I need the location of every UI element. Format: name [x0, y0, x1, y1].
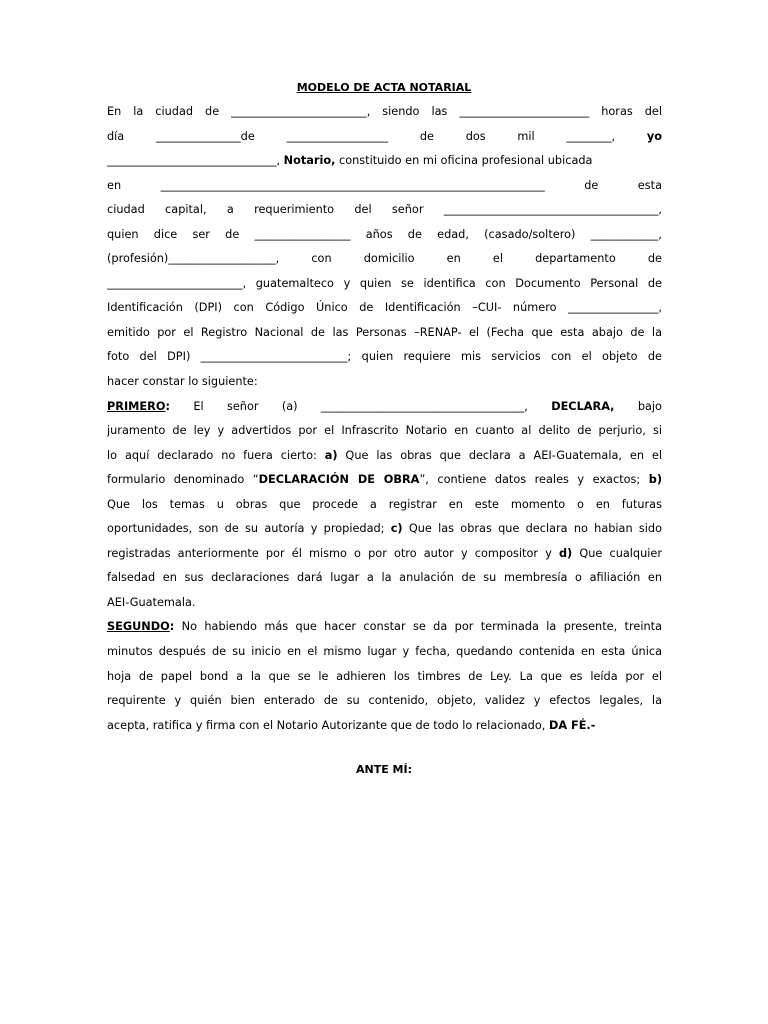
heading-segundo: SEGUNDO: [107, 620, 170, 634]
body-line-4: en ____________________________________________________________________ de esta: [107, 178, 662, 192]
bold-da-fe: DA FÉ.-: [548, 718, 596, 732]
bold-declara: DECLARA,: [551, 399, 615, 413]
body-line-20: falsedad en sus declaraciones dará lugar a la anulación de su membresía o afiliación en: [107, 571, 662, 585]
bold-yo: yo: [646, 129, 662, 143]
body-line-9: Identificación (DPI) con Código Único de Identificación –CUI- número ________________,: [107, 301, 662, 315]
item-c: c): [390, 522, 403, 536]
bold-declaracion-obra: DECLARACIÓN DE OBRA: [258, 473, 420, 487]
body-line-1: En la ciudad de ________________________, siendo las _______________________ horas del: [107, 105, 662, 118]
body-line-25: requirente y quién bien enterado de su contenido, objeto, validez y efectos legales, la: [107, 694, 662, 708]
body-line-12: hacer constar lo siguiente:: [107, 375, 258, 389]
item-a: a): [324, 448, 338, 462]
body-line-5: ciudad capital, a requerimiento del señor ______________________________________,: [107, 203, 662, 217]
document-title: MODELO DE ACTA NOTARIAL: [296, 81, 472, 94]
body-line-16: formulario denominado “DECLARACIÓN DE OBRA”, contiene datos reales y exactos; b): [107, 473, 662, 487]
closing-ante-mi: ANTE MÍ:: [355, 763, 412, 776]
body-line-22: SEGUNDO: No habiendo más que hacer constar se da por terminada la presente, treinta: [107, 620, 662, 634]
body-line-10: emitido por el Registro Nacional de las Personas –RENAP- el (Fecha que esta abajo de la: [107, 325, 662, 339]
body-line-21: AEI-Guatemala.: [107, 595, 196, 609]
heading-primero: PRIMERO: [107, 399, 166, 413]
body-line-26: acepta, ratifica y firma con el Notario Autorizante que de todo lo relacionado, DA FÉ.-: [107, 718, 596, 732]
body-line-18: oportunidades, son de su autoría y propiedad; c) Que las obras que declara no habian sido: [107, 522, 662, 536]
document-body: [107, 100, 662, 738]
body-line-3: ______________________________, Notario, constituido en mi oficina profesional ubicada: [107, 154, 593, 168]
body-line-11: foto del DPI) __________________________; quien requiere mis servicios con el objeto de: [107, 350, 662, 364]
body-line-14: juramento de ley y advertidos por el Infrascrito Notario en cuanto al delito de perjurio, si: [107, 424, 662, 438]
body-line-19: registradas anteriormente por él mismo o por otro autor y compositor y d) Que cualquier: [107, 546, 662, 560]
body-line-13: PRIMERO: El señor (a) ____________________________________, DECLARA, bajo: [107, 399, 662, 413]
body-line-8: ________________________, guatemalteco y quien se identifica con Documento Personal de: [107, 276, 662, 290]
item-d: d): [558, 546, 573, 560]
body-line-6: quien dice ser de _________________ años de edad, (casado/soltero) ____________,: [107, 227, 662, 241]
bold-notario: Notario,: [283, 154, 336, 168]
item-b: b): [648, 473, 662, 487]
body-line-23: minutos después de su inicio en el mismo lugar y fecha, quedando contenida en esta única: [107, 645, 662, 659]
body-line-2: día _______________de __________________ de dos mil ________, yo: [107, 129, 662, 143]
body-line-15: lo aquí declarado no fuera cierto: a) Que las obras que declara a AEI-Guatemala, en el: [107, 448, 662, 462]
body-line-7: (profesión)___________________, con domicilio en el departamento de: [107, 252, 662, 266]
body-line-17: Que los temas u obras que procede a registrar en este momento o en futuras: [107, 497, 662, 511]
body-line-24: hoja de papel bond a la que se le adhieren los timbres de Ley. La que es leída por el: [107, 669, 662, 683]
